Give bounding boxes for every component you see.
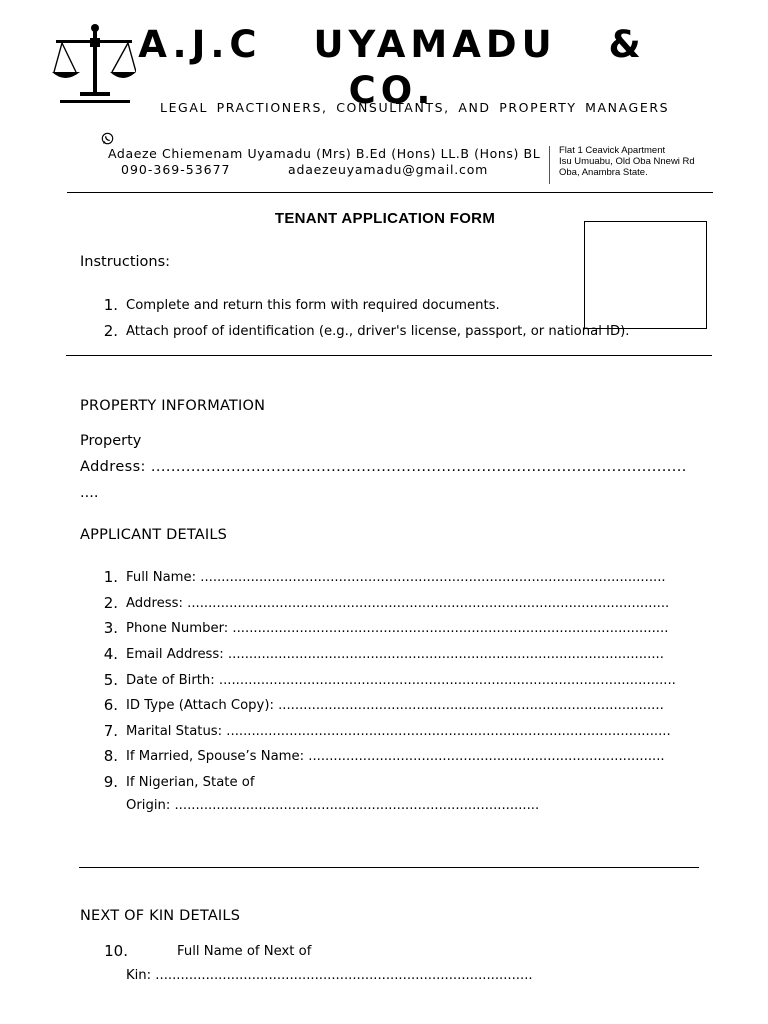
item-number: 6.	[103, 696, 118, 714]
item-number: 9.	[103, 773, 118, 791]
date-of-birth-field[interactable]: Date of Birth: .............................................................................................................	[126, 673, 676, 688]
item-number: 4.	[103, 645, 118, 663]
lawyer-credentials: Adaeze Chiemenam Uyamadu (Mrs) B.Ed (Hons) LL.B (Hons) BL	[108, 146, 541, 161]
property-address-field[interactable]: Address: ...........................................................................................................	[80, 459, 687, 475]
spouse-name-field[interactable]: If Married, Spouse’s Name: .....................................................................................	[126, 749, 665, 764]
phone-number: 090-369-53677	[121, 162, 231, 177]
address-field[interactable]: Address: ...................................................................................................................	[126, 596, 670, 611]
id-type-field[interactable]: ID Type (Attach Copy): ............................................................................................	[126, 698, 664, 713]
instructions-heading: Instructions:	[80, 254, 171, 270]
header-divider	[67, 192, 713, 193]
next-of-kin-label: Full Name of Next of	[177, 944, 312, 959]
instructions-divider	[66, 355, 712, 356]
full-name-field[interactable]: Full Name: ...............................................................................................................	[126, 570, 666, 585]
email-address: adaezeuyamadu@gmail.com	[288, 162, 489, 177]
item-number: 2.	[103, 594, 118, 612]
firm-tagline: LEGAL PRACTIONERS, CONSULTANTS, AND PROPERTY MANAGERS	[160, 100, 670, 115]
firm-address-line-3: Oba, Anambra State.	[559, 167, 648, 178]
state-of-origin-field[interactable]: Origin: .......................................................................................	[126, 798, 540, 813]
item-number: 8.	[103, 747, 118, 765]
email-address-field[interactable]: Email Address: ........................................................................................................	[126, 647, 664, 662]
item-number: 1.	[103, 568, 118, 586]
item-number: 7.	[103, 722, 118, 740]
property-label: Property	[80, 433, 142, 449]
instruction-number: 2.	[103, 322, 118, 340]
firm-address-line-1: Flat 1 Ceavick Apartment	[559, 145, 666, 156]
section-divider	[79, 867, 699, 868]
state-of-origin-label: If Nigerian, State of	[126, 775, 255, 790]
next-of-kin-heading: NEXT OF KIN DETAILS	[80, 908, 241, 924]
item-number: 10.	[104, 942, 128, 960]
instruction-number: 1.	[103, 296, 118, 314]
address-separator	[549, 146, 550, 184]
phone-number-field[interactable]: Phone Number: ........................................................................................................	[126, 621, 669, 636]
whatsapp-icon	[101, 132, 114, 145]
property-address-continuation[interactable]: ....	[80, 485, 99, 501]
form-title: TENANT APPLICATION FORM	[274, 210, 496, 227]
instruction-item: Complete and return this form with required documents.	[126, 298, 500, 313]
item-number: 3.	[103, 619, 118, 637]
property-heading: PROPERTY INFORMATION	[80, 398, 266, 414]
marital-status-field[interactable]: Marital Status: ..........................................................................................................	[126, 724, 671, 739]
applicant-heading: APPLICANT DETAILS	[80, 527, 228, 543]
passport-photo-box	[584, 221, 707, 329]
firm-address-line-2: Isu Umuabu, Old Oba Nnewi Rd	[559, 156, 695, 167]
item-number: 5.	[103, 671, 118, 689]
firm-name: A.J.C UYAMADU & CO.	[138, 23, 646, 112]
instruction-item: Attach proof of identification (e.g., driver's license, passport, or national ID).	[126, 324, 630, 339]
next-of-kin-name-field[interactable]: Kin: ..........................................................................................	[126, 968, 533, 983]
